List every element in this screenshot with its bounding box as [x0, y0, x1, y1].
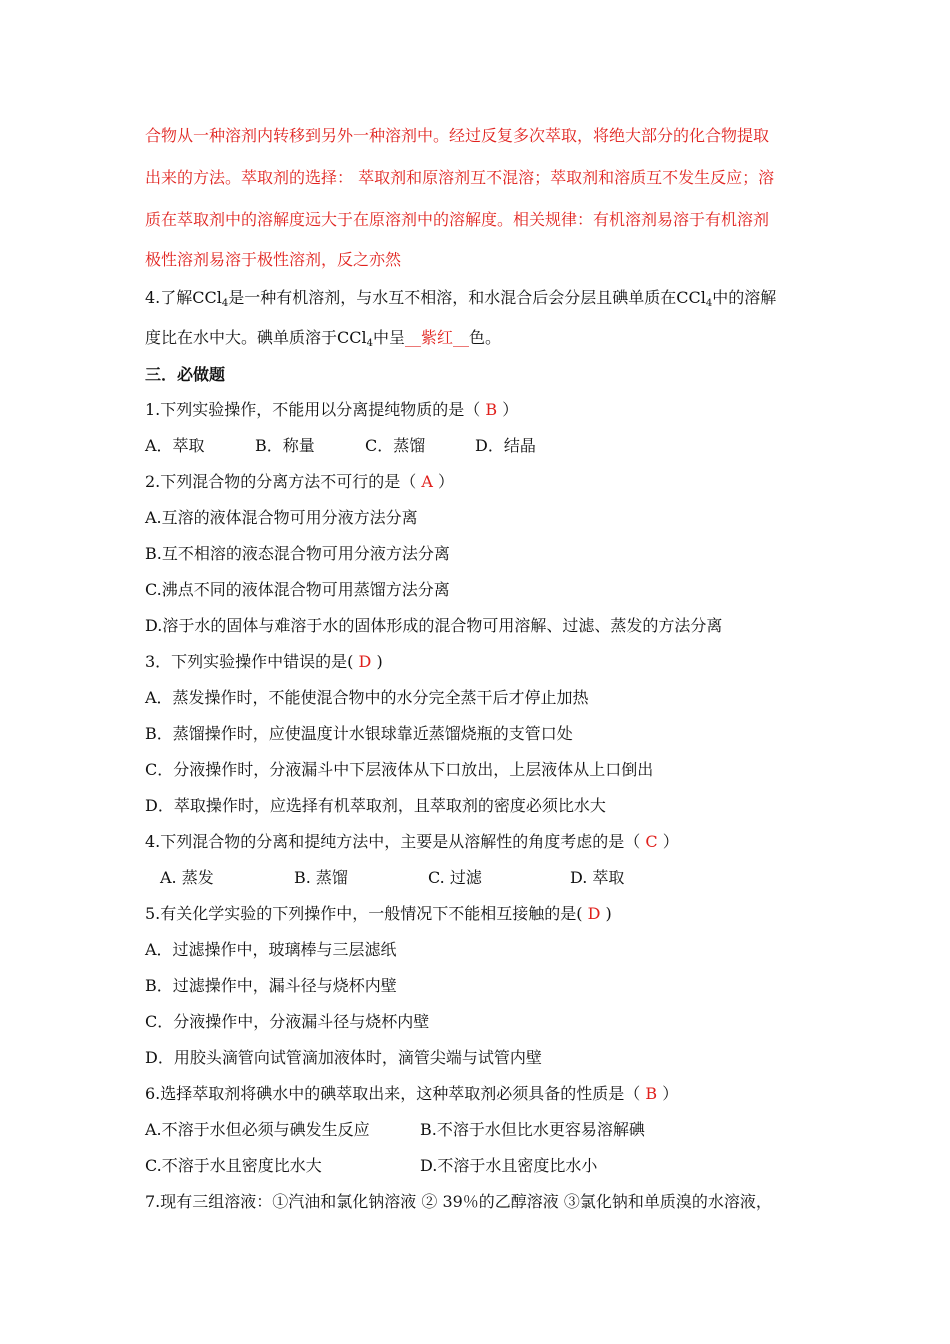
bracket: )	[376, 652, 383, 671]
q3-option-c: C．分液操作时，分液漏斗中下层液体从下口放出，上层液体从上口倒出	[145, 760, 654, 779]
item4-text: 度比在水中大。碘单质溶于CCl	[145, 328, 367, 347]
answer: D	[353, 652, 377, 671]
question-4	[145, 832, 679, 852]
bracket: ）	[502, 400, 519, 419]
intro-line-2: 出来的方法。萃取剂的选择： 萃取剂和原溶剂互不混溶；萃取剂和溶质互不发生反应；溶	[145, 168, 775, 187]
item4-text: 中呈	[372, 328, 405, 347]
subscript: 4	[366, 338, 373, 349]
question-1	[145, 400, 518, 420]
question-stem: 5.有关化学实验的下列操作中，一般情况下不能相互接触的是(	[145, 904, 583, 923]
q2-option-c: C.沸点不同的液体混合物可用蒸馏方法分离	[145, 580, 450, 599]
intro-line-1: 合物从一种溶剂内转移到另外一种溶剂中。经过反复多次萃取，将绝大部分的化合物提取	[145, 126, 770, 145]
question-2	[145, 472, 454, 492]
question-5	[145, 904, 612, 924]
q5-option-a: A．过滤操作中，玻璃棒与三层滤纸	[145, 940, 397, 959]
question-stem: 1.下列实验操作，不能用以分离提纯物质的是（	[145, 400, 481, 419]
option: B. 蒸馏	[294, 868, 348, 887]
q1-options	[145, 436, 536, 456]
q5-option-b: B．过滤操作中，漏斗径与烧杯内壁	[145, 976, 397, 995]
q5-option-c: C．分液操作中，分液漏斗径与烧杯内壁	[145, 1012, 430, 1031]
bracket: ）	[662, 832, 679, 851]
option: B．称量	[255, 436, 315, 455]
item4-text: 色。	[469, 328, 502, 347]
q2-option-d: D.溶于水的固体与难溶于水的固体形成的混合物可用溶解、过滤、蒸发的方法分离	[145, 616, 723, 635]
item4-text: 中的溶解	[712, 288, 777, 307]
item4-line-1	[145, 288, 776, 308]
question-3	[145, 652, 383, 672]
intro-line-4: 极性溶剂易溶于极性溶剂，反之亦然	[145, 250, 402, 269]
option: C．蒸馏	[365, 436, 426, 455]
q6-options-row-2	[145, 1156, 597, 1176]
answer: C	[640, 832, 663, 851]
bracket: )	[605, 904, 612, 923]
q3-option-b: B．蒸馏操作时，应使温度计水银球靠近蒸馏烧瓶的支管口处	[145, 724, 573, 743]
answer-blank: __紫红__	[405, 328, 470, 347]
question-stem: 2.下列混合物的分离方法不可行的是（	[145, 472, 417, 491]
subscript: 4	[705, 298, 713, 309]
item4-line-2	[145, 328, 501, 348]
option: D．结晶	[475, 436, 536, 455]
section-title: 三．必做题	[145, 365, 226, 384]
option: D.不溶于水且密度比水小	[420, 1156, 598, 1175]
option: C. 过滤	[428, 868, 482, 887]
question-stem: 6.选择萃取剂将碘水中的碘萃取出来，这种萃取剂必须具备的性质是（	[145, 1084, 641, 1103]
q3-option-d: D．萃取操作时，应选择有机萃取剂，且萃取剂的密度必须比水大	[145, 796, 606, 815]
answer: B	[640, 1084, 663, 1103]
option: D. 萃取	[570, 868, 625, 887]
intro-line-3: 质在萃取剂中的溶解度远大于在原溶剂中的溶解度。相关规律：有机溶剂易溶于有机溶剂	[145, 210, 770, 229]
question-6	[145, 1084, 678, 1104]
q2-option-a: A.互溶的液体混合物可用分液方法分离	[145, 508, 418, 527]
q2-option-b: B.互不相溶的液态混合物可用分液方法分离	[145, 544, 450, 563]
answer: A	[416, 472, 439, 491]
answer: D	[582, 904, 606, 923]
option: A．萃取	[145, 436, 205, 455]
q3-option-a: A．蒸发操作时，不能使混合物中的水分完全蒸干后才停止加热	[145, 688, 589, 707]
item4-text: 是一种有机溶剂，与水互不相溶，和水混合后会分层且碘单质在CCl	[228, 288, 706, 307]
question-stem: 3．下列实验操作中错误的是(	[145, 652, 354, 671]
question-7: 7.现有三组溶液：①汽油和氯化钠溶液 ② 39％的乙醇溶液 ③氯化钠和单质溴的水溶液，	[145, 1192, 772, 1211]
q6-options-row-1	[145, 1120, 645, 1140]
question-stem: 4.下列混合物的分离和提纯方法中，主要是从溶解性的角度考虑的是（	[145, 832, 641, 851]
option: A. 蒸发	[160, 868, 214, 887]
bracket: ）	[438, 472, 455, 491]
option: B.不溶于水但比水更容易溶解碘	[420, 1120, 645, 1139]
subscript: 4	[221, 298, 229, 309]
q4-options	[160, 868, 624, 888]
bracket: ）	[662, 1084, 679, 1103]
option: A.不溶于水但必须与碘发生反应	[145, 1120, 370, 1139]
option: C.不溶于水且密度比水大	[145, 1156, 322, 1175]
q5-option-d: D．用胶头滴管向试管滴加液体时，滴管尖端与试管内壁	[145, 1048, 542, 1067]
answer: B	[480, 400, 503, 419]
item4-text: 4.了解CCl	[145, 288, 222, 307]
